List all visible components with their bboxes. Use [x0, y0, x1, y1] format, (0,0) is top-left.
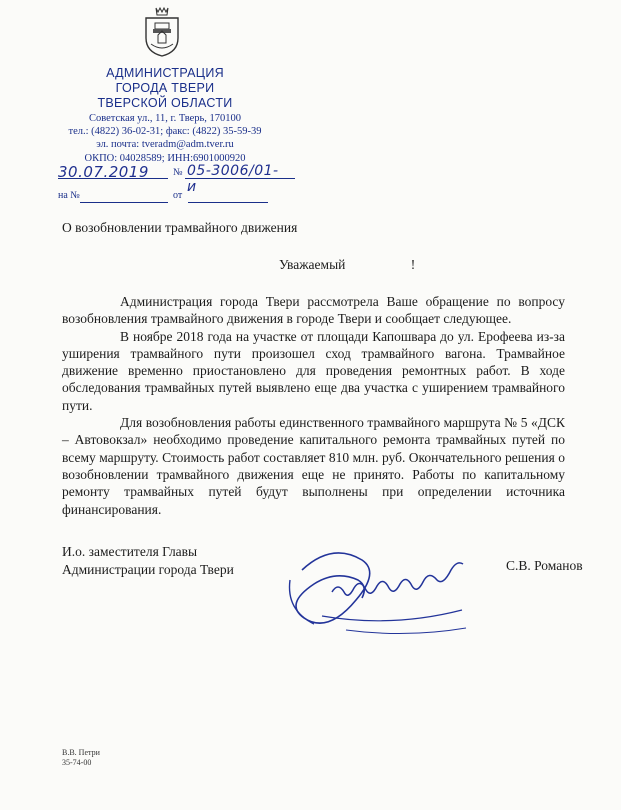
executor-phone: 35-74-00	[62, 758, 92, 767]
organization-name	[80, 66, 250, 111]
body-paragraph: В ноябре 2018 года на участке от площади Капошвара до ул. Ерофеева из-за уширения трамвайного пути произошел сход трамвайного вагона. Трамвайное движение временно приостановлено для проведения ремонтных работ. В ходе обследования трамвайных путей выявлено еще два участка с уширением трамвайного пути.	[62, 328, 565, 413]
body-paragraph: Администрация города Твери рассмотрела Ваше обращение по вопросу возобновления трамвайного движения в городе Твери и сообщает следующее.	[62, 294, 565, 327]
signatory-position	[62, 543, 234, 578]
greeting-text: Уважаемый	[279, 257, 346, 272]
org-line-3: ТВЕРСКОЙ ОБЛАСТИ	[97, 96, 233, 110]
greeting-punct: !	[410, 257, 416, 272]
registration-date: 30.07.2019	[58, 163, 149, 181]
letter-body	[62, 293, 565, 518]
executor-name: В.В. Петри	[62, 748, 100, 757]
registration-number: 05-3006/01-и	[187, 163, 279, 195]
registration-no-label: №	[173, 167, 183, 178]
phone-fax: тел.: (4822) 36-02-31; факс: (4822) 35-59-39	[68, 126, 262, 138]
letter-subject: О возобновлении трамвайного движения	[62, 220, 298, 235]
address: Советская ул., 11, г. Тверь, 170100	[88, 113, 242, 124]
body-paragraph: Для возобновления работы единственного трамвайного маршрута № 5 «ДСК – Автовокзал» необходимо проведение капитального ремонта трамвайных путей по всему маршруту. Стоимость работ составляет 810 млн. руб. Окончательного решения о возобновлении трамвайного движения еще не принято. Работы по капитальному ремонту трамвайных путей будут выполнены при определении источника финансирования.	[62, 415, 565, 517]
position-line-1: И.о. заместителя Главы	[62, 544, 198, 559]
reference-row	[58, 188, 278, 204]
executor-info	[62, 748, 100, 768]
position-line-2: Администрации города Твери	[62, 561, 234, 577]
org-line-2: ГОРОДА ТВЕРИ	[115, 81, 215, 95]
reference-no-label: на №	[58, 190, 80, 201]
reference-from-label: от	[173, 190, 183, 201]
greeting	[279, 257, 415, 273]
handwritten-signature	[262, 530, 512, 650]
registration-row	[58, 163, 288, 195]
organization-contacts	[55, 112, 275, 165]
signatory-name: С.В. Романов	[506, 558, 583, 573]
coat-of-arms-icon	[142, 6, 182, 58]
email: эл. почта: tveradm@adm.tver.ru	[96, 139, 234, 151]
codes: ОКПО: 04028589; ИНН:6901000920	[84, 152, 246, 164]
org-line-1: АДМИНИСТРАЦИЯ	[106, 66, 224, 80]
